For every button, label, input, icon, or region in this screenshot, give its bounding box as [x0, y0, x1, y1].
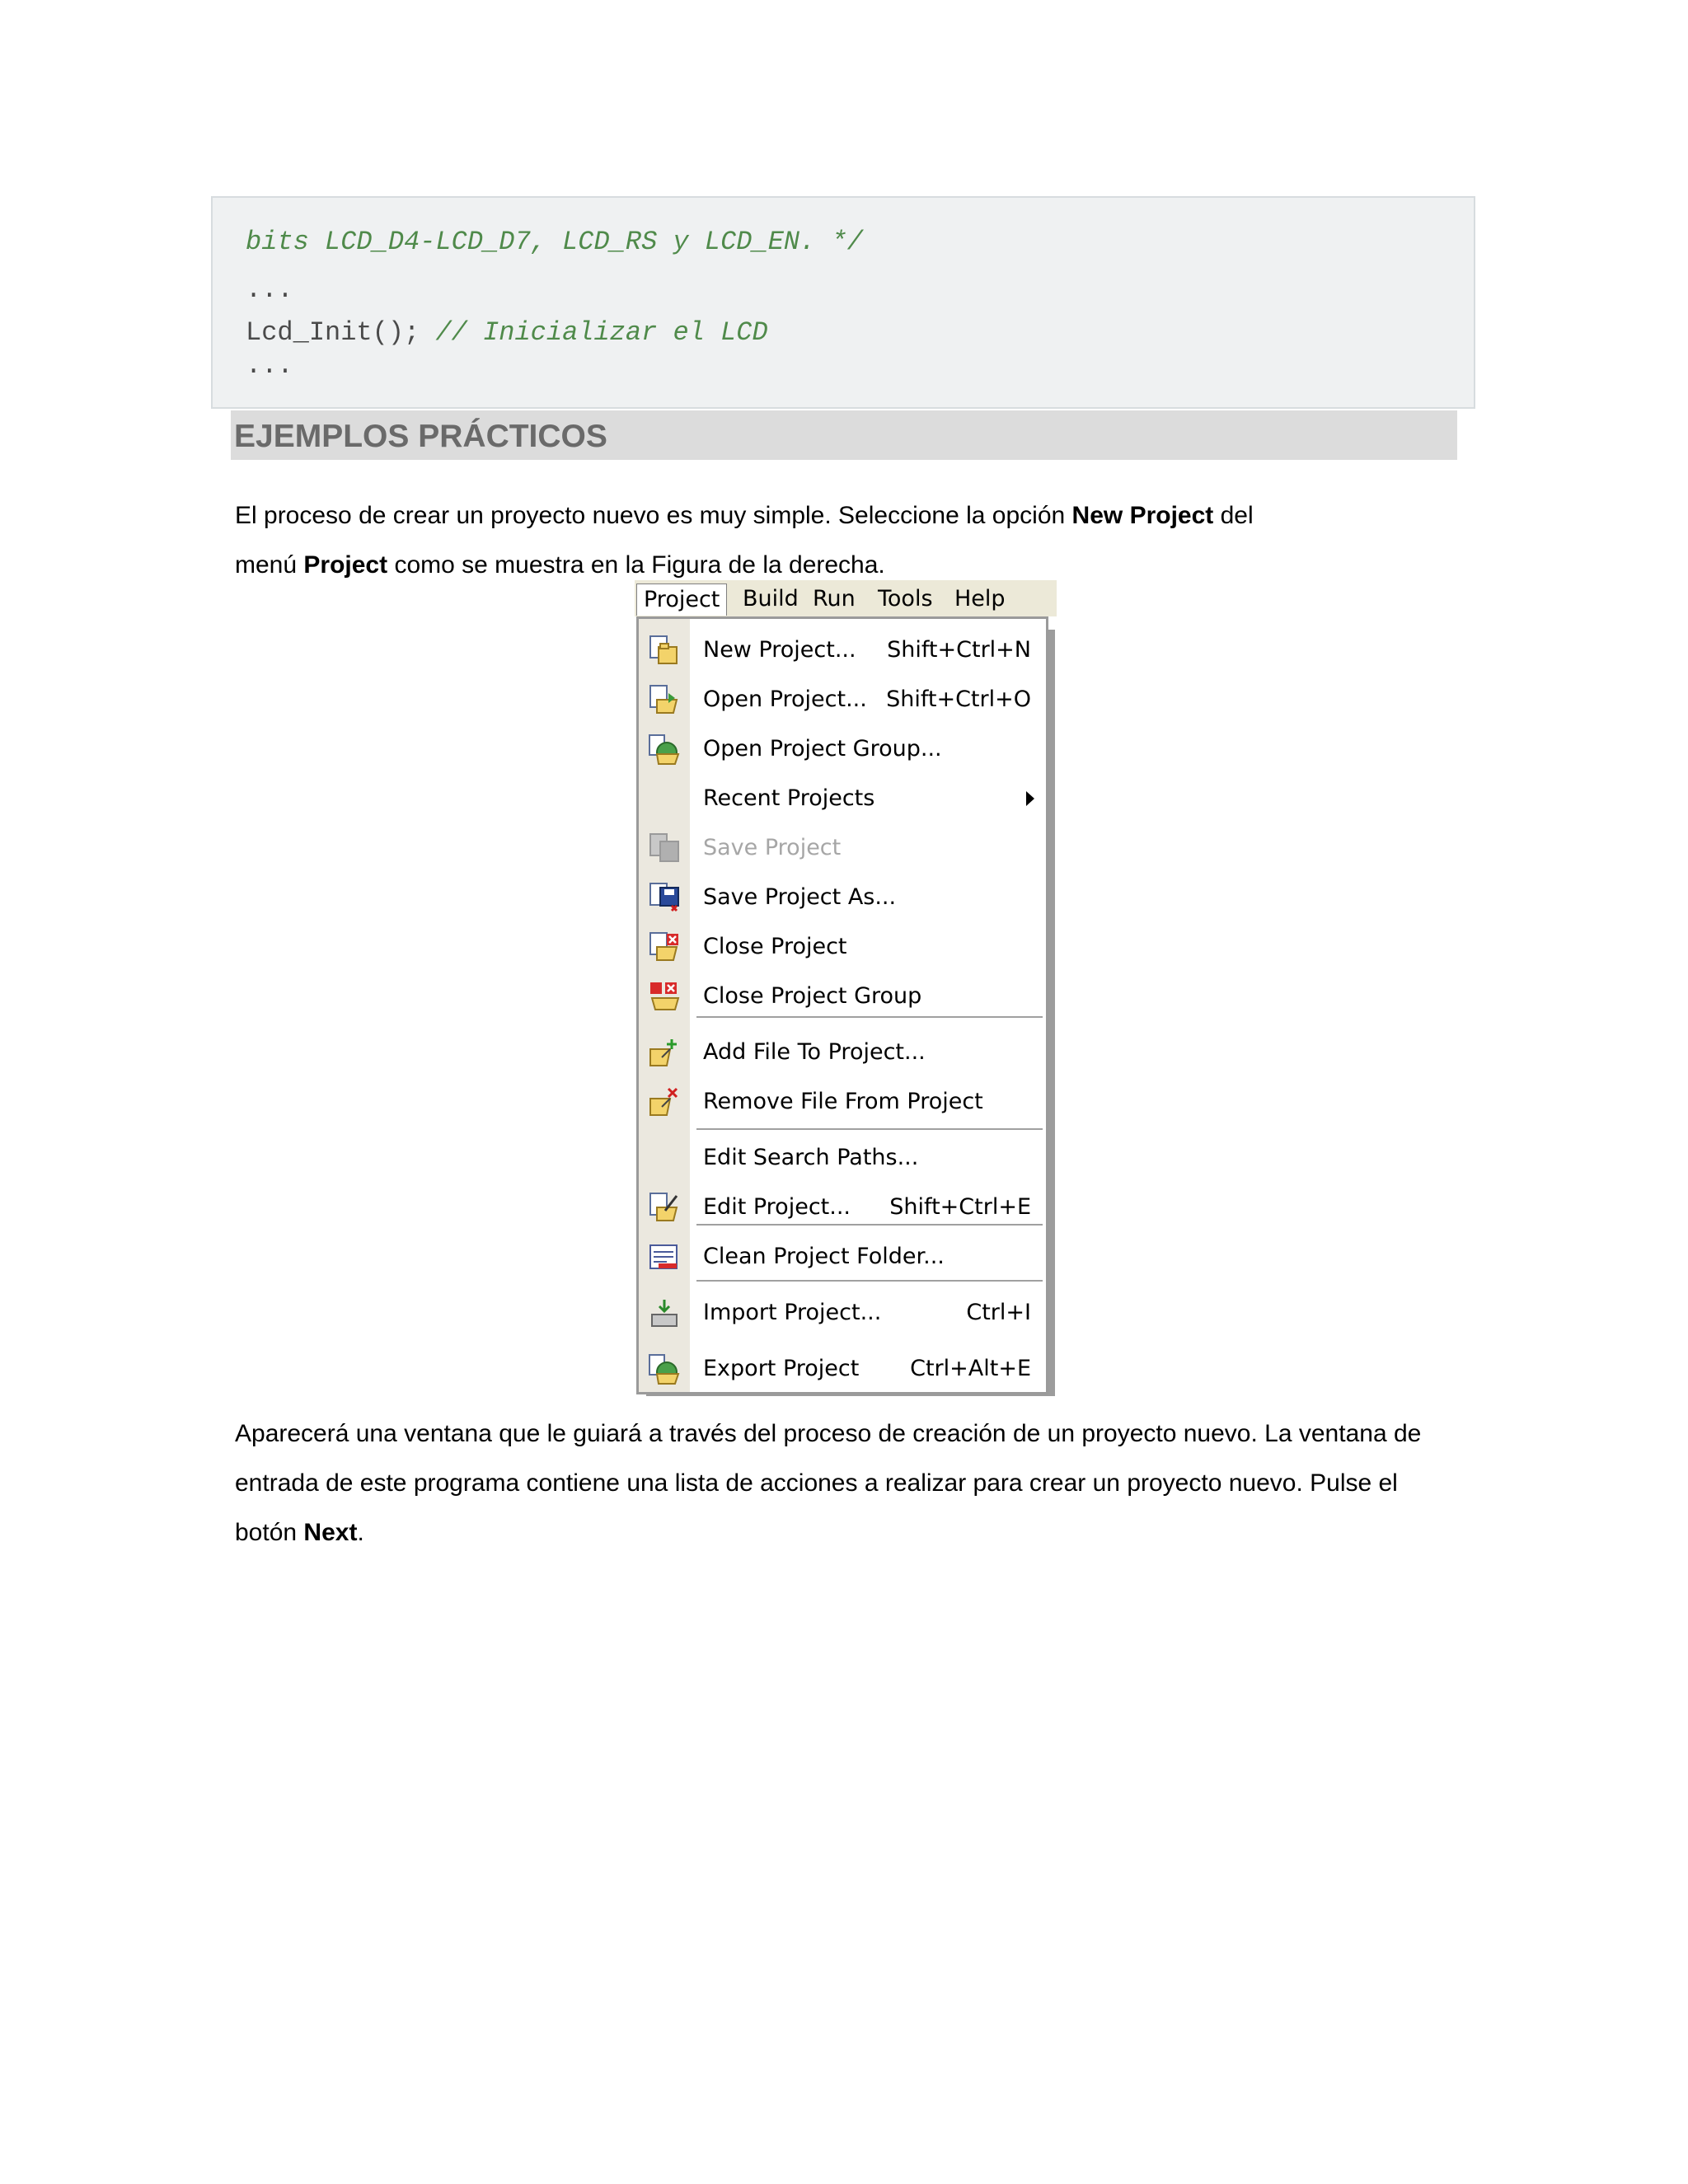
save-project-icon — [647, 832, 682, 865]
menu-separator — [696, 1280, 1043, 1282]
menu-item-import-project[interactable] — [690, 1290, 1044, 1336]
menu-bar-build[interactable]: Build — [743, 586, 799, 612]
menu-item-new-project[interactable] — [690, 627, 1044, 673]
menu-item-clean-project-folder[interactable] — [690, 1234, 1044, 1280]
menu-item-label: Recent Projects — [703, 785, 875, 811]
text-run: como se muestra en la Figura de la derecha. — [387, 551, 885, 579]
menu-item-label: Import Project... — [703, 1300, 882, 1325]
menu-item-edit-search-paths[interactable] — [690, 1135, 1044, 1181]
menu-item-shortcut: Shift+Ctrl+O — [886, 687, 1031, 712]
text-run: . — [357, 1519, 364, 1546]
code-block — [211, 196, 1475, 409]
text-run: botón — [235, 1519, 304, 1546]
add-file-icon — [647, 1036, 682, 1069]
menu-item-label: Save Project As... — [703, 884, 897, 910]
menu-item-label: Edit Project... — [703, 1194, 851, 1220]
menu-item-close-project-group[interactable] — [690, 973, 1044, 1019]
menu-item-remove-file-from-project[interactable] — [690, 1079, 1044, 1125]
menu-separator — [696, 1224, 1043, 1226]
export-project-icon — [647, 1352, 682, 1385]
import-project-icon — [647, 1296, 682, 1329]
menu-item-open-project-group[interactable] — [690, 726, 1044, 772]
paragraph-line — [235, 1518, 364, 1548]
open-project-group-icon — [647, 733, 682, 766]
menu-item-recent-projects[interactable] — [690, 776, 1044, 822]
menu-bar-help[interactable]: Help — [954, 586, 1006, 612]
bold-text: New Project — [1071, 502, 1214, 529]
new-project-icon — [647, 634, 682, 667]
menu-bar-tools[interactable]: Tools — [878, 586, 933, 612]
menu-item-shortcut: Shift+Ctrl+E — [889, 1194, 1031, 1220]
text-run: menú — [235, 551, 304, 579]
menu-separator — [696, 1016, 1043, 1018]
paragraph-line: entrada de este programa contiene una lista de acciones a realizar para crear un proyecto nuevo. Pulse el — [235, 1469, 1398, 1497]
text-run: del — [1213, 502, 1254, 529]
menu-item-save-project-as[interactable] — [690, 874, 1044, 921]
code-ellipsis: ... — [246, 274, 293, 305]
code-call: Lcd_Init(); — [246, 317, 420, 348]
menu-shadow — [1048, 630, 1055, 1396]
code-ellipsis: ... — [246, 350, 293, 381]
clean-project-icon — [647, 1240, 682, 1273]
menu-item-label: Remove File From Project — [703, 1089, 983, 1114]
menu-item-open-project[interactable] — [690, 677, 1044, 723]
menu-item-export-project[interactable] — [690, 1346, 1044, 1392]
paragraph-line — [235, 551, 885, 580]
menu-item-label: Open Project... — [703, 687, 867, 712]
menu-bar-project[interactable]: Project — [636, 583, 727, 616]
menu-item-close-project[interactable] — [690, 924, 1044, 970]
section-heading: EJEMPLOS PRÁCTICOS — [234, 419, 607, 454]
paragraph-line: Aparecerá una ventana que le guiará a través del proceso de creación de un proyecto nuevo. La ventana de — [235, 1420, 1422, 1447]
menu-item-shortcut: Ctrl+I — [966, 1300, 1031, 1325]
bold-text: Project — [303, 551, 388, 579]
code-inline-comment: // Inicializar el LCD — [435, 317, 768, 348]
menu-item-label: Close Project — [703, 934, 847, 959]
paragraph-line — [235, 501, 1254, 531]
menu-item-label: Save Project — [703, 835, 842, 860]
menu-bar-run[interactable]: Run — [813, 586, 856, 612]
bold-text: Next — [303, 1519, 358, 1546]
menu-item-label: Edit Search Paths... — [703, 1145, 919, 1170]
text-run: El proceso de crear un proyecto nuevo es muy simple. Seleccione la opción — [235, 502, 1072, 529]
menu-screenshot — [635, 580, 1057, 1396]
menu-item-shortcut: Ctrl+Alt+E — [910, 1356, 1031, 1381]
close-project-icon — [647, 930, 682, 963]
edit-project-icon — [647, 1191, 682, 1224]
menu-separator — [696, 1128, 1043, 1130]
save-project-as-icon — [647, 881, 682, 914]
menu-item-label: Close Project Group — [703, 983, 922, 1009]
code-comment-line: bits LCD_D4-LCD_D7, LCD_RS y LCD_EN. */ — [246, 227, 863, 257]
section-heading-bar — [231, 410, 1457, 460]
menu-item-label: New Project... — [703, 637, 856, 663]
menu-item-label: Open Project Group... — [703, 736, 942, 762]
project-menu — [636, 616, 1048, 1394]
menu-item-add-file-to-project[interactable] — [690, 1029, 1044, 1076]
menu-bar — [635, 580, 1057, 616]
menu-item-save-project[interactable] — [690, 825, 1044, 871]
open-project-icon — [647, 683, 682, 716]
menu-item-label: Export Project — [703, 1356, 860, 1381]
submenu-arrow-icon — [1026, 791, 1034, 806]
code-call-line — [246, 318, 768, 348]
remove-file-icon — [647, 1085, 682, 1118]
menu-item-label: Add File To Project... — [703, 1039, 926, 1065]
close-project-group-icon — [647, 980, 682, 1013]
menu-item-label: Clean Project Folder... — [703, 1244, 945, 1269]
menu-item-shortcut: Shift+Ctrl+N — [887, 637, 1031, 663]
